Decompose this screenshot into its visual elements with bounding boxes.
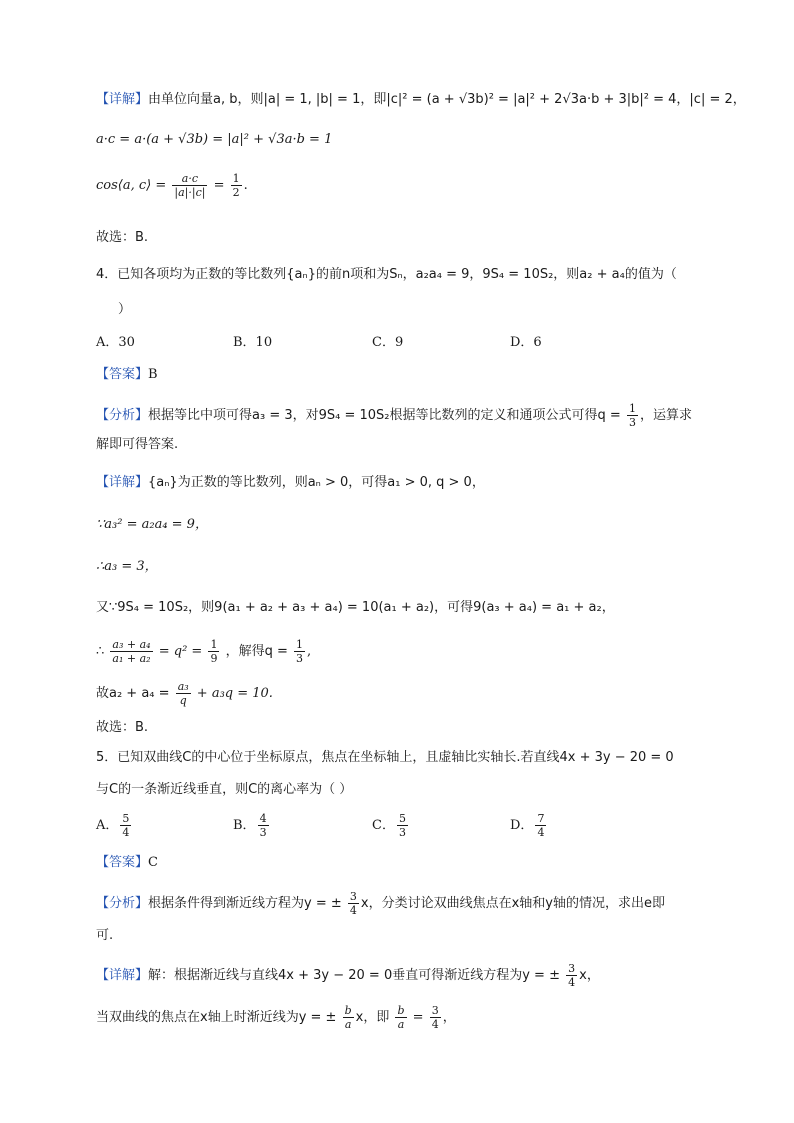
detail-line-1 [96, 90, 746, 110]
q5-last-post: ， [442, 1010, 456, 1025]
q5-option-d-frac [535, 812, 546, 839]
q4-step5-pre: ∴ [96, 644, 105, 659]
q5-option-b-frac [258, 812, 269, 839]
q5-option-a-label: A． [96, 818, 119, 833]
q4-analysis-line-2: 解即可得答案. [96, 437, 179, 452]
q4-step-4: 又∵9S₄ = 10S₂，则9(a₁ + a₂ + a₃ + a₄) = 10(a₁ + a₂)，可得9(a₃ + a₄) = a₁ + a₂， [96, 600, 615, 615]
q5-last-num3: 3 [431, 1004, 439, 1017]
q4-step-6 [96, 680, 273, 707]
q5-last-eq: = [412, 1010, 424, 1025]
vector-text: 由单位向量a, b，则|a| = 1, |b| = 1，即|c|² = (a + √3b)² = |a|² + 2√3a·b + 3|b|² = 4，|c| = 2， [148, 92, 746, 107]
choice-b-line-2: 故选：B. [96, 720, 149, 735]
q4-step-2: ∵a₃² = a₂a₄ = 9， [96, 517, 208, 532]
q4-option-d: D．6 [510, 335, 542, 350]
q5-analysis-den: 4 [349, 904, 357, 917]
q5-option-d [510, 812, 548, 839]
q5-last-frac1 [343, 1004, 354, 1031]
q4-option-b: B．10 [233, 335, 273, 350]
q4-analysis-den: 3 [628, 416, 636, 429]
q4-step5-frac2 [208, 638, 219, 665]
analysis-tag-2: 【分析】 [96, 896, 149, 911]
q5-detail-tail: x， [579, 968, 600, 983]
q5-option-c [372, 812, 410, 839]
q5-analysis-frac [348, 890, 359, 917]
q5-last-pre: 当双曲线的焦点在x轴上时渐近线为y = ± [96, 1010, 337, 1025]
q5-detail-den: 4 [568, 976, 576, 989]
q5-option-a-num: 5 [122, 812, 130, 825]
q5-option-b-den: 3 [259, 826, 267, 839]
q4-answer-line [96, 365, 158, 385]
q5-stem-line-1: 5．已知双曲线C的中心位于坐标原点，焦点在坐标轴上，且虚轴比实轴长.若直线4x + 3y − 20 = 0 [96, 750, 674, 765]
cos-fraction [172, 172, 207, 199]
cos-lhs: cos⟨a, c⟩ = [96, 178, 167, 193]
q5-last-num2: b [397, 1004, 405, 1017]
choice-b-line-1: 故选：B. [96, 230, 149, 245]
q5-option-a-den: 4 [122, 826, 130, 839]
answer-tag: 【答案】 [96, 367, 149, 382]
q5-detail-line [96, 962, 600, 989]
q5-last-den3: 4 [431, 1018, 439, 1031]
q5-option-b [233, 812, 271, 839]
q4-detail-line-1 [96, 473, 485, 493]
q5-last-den2: a [397, 1018, 405, 1031]
q5-detail-num: 3 [568, 962, 576, 975]
detail-tag: 【详解】 [96, 92, 149, 107]
cos-den: |a|·|c| [174, 186, 206, 199]
q5-last-frac2 [395, 1004, 406, 1031]
q4-option-a: A．30 [96, 335, 135, 350]
q5-option-c-num: 5 [398, 812, 406, 825]
q5-option-d-den: 4 [537, 826, 545, 839]
cos-eq: = [213, 178, 225, 193]
q4-step5-den2: 9 [210, 652, 218, 665]
q5-option-c-frac [397, 812, 408, 839]
q5-option-a [96, 812, 133, 839]
q4-step5-num3: 1 [296, 638, 304, 651]
answer-tag-2: 【答案】 [96, 855, 149, 870]
q5-option-d-label: D． [510, 818, 534, 833]
q5-option-c-den: 3 [398, 826, 406, 839]
q4-step6-pre: 故a₂ + a₄ = [96, 686, 170, 701]
q4-detail-text: {aₙ}为正数的等比数列，则aₙ > 0，可得a₁ > 0, q > 0， [148, 475, 485, 490]
q4-analysis-line-1 [96, 402, 692, 429]
q4-step5-post: , [307, 644, 312, 659]
analysis-tag: 【分析】 [96, 408, 149, 423]
q4-step5-num2: 1 [210, 638, 218, 651]
q5-analysis-tail: x，分类讨论双曲线焦点在x轴和y轴的情况，求出e即 [360, 896, 665, 911]
q4-analysis-fraction [627, 402, 638, 429]
q5-answer-line [96, 853, 158, 873]
q5-option-b-num: 4 [259, 812, 267, 825]
q5-detail-frac [566, 962, 577, 989]
q4-step5-mid: = q² = [158, 644, 203, 659]
q4-step6-frac [176, 680, 191, 707]
q5-last-frac3 [430, 1004, 441, 1031]
q4-step-5 [96, 638, 311, 665]
q4-analysis-num: 1 [628, 402, 636, 415]
q4-step6-post: + a₃q = 10. [196, 686, 273, 701]
q5-detail-pre: 解：根据渐近线与直线4x + 3y − 20 = 0垂直可得渐近线方程为y = ± [148, 968, 560, 983]
q4-analysis-tail: ，运算求 [639, 408, 692, 423]
q5-option-b-label: B． [233, 818, 256, 833]
q4-step5-frac3 [294, 638, 305, 665]
q4-stem-line-2: ） [118, 302, 132, 317]
q4-answer-value: B [148, 367, 158, 382]
q4-analysis-text: 根据等比中项可得a₃ = 3，对9S₄ = 10S₂根据等比数列的定义和通项公式可得q = [148, 408, 621, 423]
q4-step5-num1: a₃ + a₄ [112, 638, 151, 651]
q5-analysis-line-1 [96, 890, 665, 917]
q4-step6-num: a₃ [177, 680, 189, 693]
q5-analysis-pre: 根据条件得到渐近线方程为y = ± [148, 896, 342, 911]
detail-tag-2: 【详解】 [96, 475, 149, 490]
q4-step5-frac1 [110, 638, 152, 665]
q5-last-den1: a [344, 1018, 352, 1031]
cos-rnum: 1 [232, 172, 240, 185]
q5-last-num1: b [344, 1004, 352, 1017]
cos-post: . [243, 178, 248, 193]
dot-product-line: a·c = a·(a + √3b) = |a|² + √3a·b = 1 [96, 132, 333, 147]
q4-step5-den1: a₁ + a₂ [112, 652, 151, 665]
detail-tag-3: 【详解】 [96, 968, 149, 983]
q5-analysis-line-2: 可. [96, 928, 114, 943]
q5-answer-value: C [148, 855, 158, 870]
q4-stem-line-1: 4．已知各项均为正数的等比数列{aₙ}的前n项和为Sₙ，a₂a₄ = 9，9S₄ = 10S₂，则a₂ + a₄的值为（ [96, 267, 677, 282]
cos-rden: 2 [232, 186, 240, 199]
q5-option-d-num: 7 [537, 812, 545, 825]
q5-last-mid: x，即 [355, 1010, 390, 1025]
q4-step5-den3: 3 [296, 652, 304, 665]
cos-line [96, 172, 248, 199]
q4-step-3: ∴a₃ = 3， [96, 559, 158, 574]
q4-step5-mid2: ，解得q = [225, 644, 288, 659]
cos-result [231, 172, 242, 199]
q5-option-a-frac [120, 812, 131, 839]
cos-num: a·c [172, 172, 207, 186]
q5-stem-line-2: 与C的一条渐近线垂直，则C的离心率为（ ） [96, 782, 353, 797]
q4-step6-den: q [179, 694, 187, 707]
q5-option-c-label: C． [372, 818, 395, 833]
q5-last-line [96, 1004, 456, 1031]
q4-option-c: C．9 [372, 335, 404, 350]
q5-analysis-num: 3 [349, 890, 357, 903]
